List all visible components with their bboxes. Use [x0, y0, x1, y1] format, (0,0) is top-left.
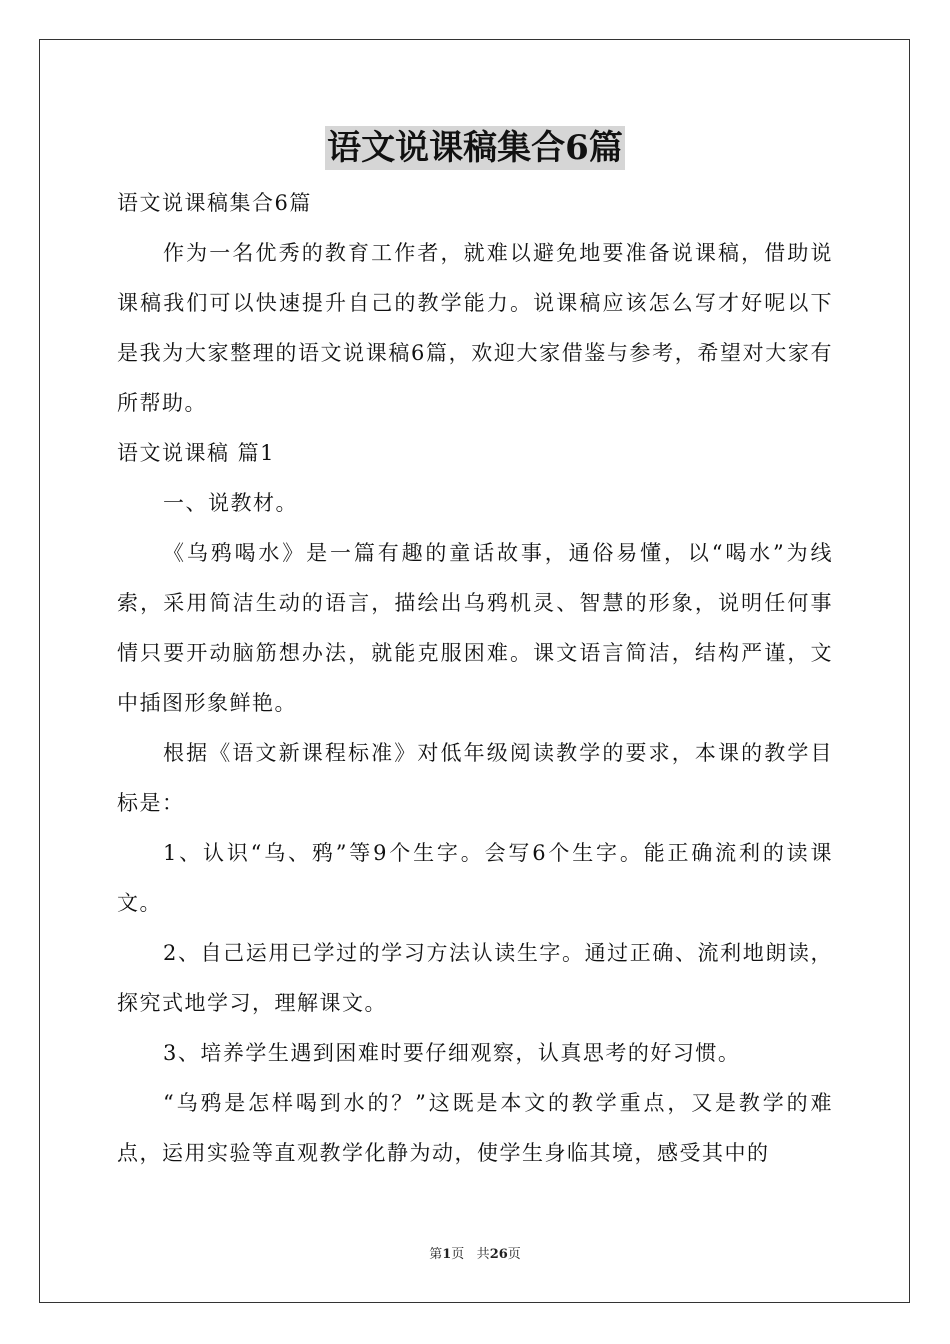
document-body — [117, 178, 833, 1178]
page-suffix: 页 — [451, 1247, 465, 1262]
title-wrap — [0, 126, 950, 170]
page-footer — [0, 1246, 950, 1264]
paragraph: 3、培养学生遇到困难时要仔细观察，认真思考的好习惯。 — [163, 1041, 741, 1065]
section-heading: 语文说课稿 篇1 — [117, 441, 276, 465]
paragraph: 语文说课稿集合6篇 — [117, 191, 312, 215]
paragraph: 《乌鸦喝水》是一篇有趣的童话故事，通俗易懂，以“喝水”为线索，采用简洁生动的语言，描绘出乌鸦机灵、智慧的形象，说明任何事情只要开动脑筋想办法，就能克服困难。课文语言简洁，结构严谨，文中插图形象鲜艳。 — [117, 541, 833, 715]
paragraph: 一、说教材。 — [163, 491, 298, 515]
page-current: 1 — [442, 1247, 452, 1262]
page-prefix: 第 — [429, 1247, 443, 1262]
paragraph: “乌鸦是怎样喝到水的？”这既是本文的教学重点，又是教学的难点，运用实验等直观教学化静为动，使学生身临其境，感受其中的 — [117, 1091, 833, 1165]
paragraph: 作为一名优秀的教育工作者，就难以避免地要准备说课稿，借助说课稿我们可以快速提升自己的教学能力。说课稿应该怎么写才好呢以下是我为大家整理的语文说课稿6篇，欢迎大家借鉴与参考，希望对大家有所帮助。 — [117, 241, 833, 415]
paragraph: 根据《语文新课程标准》对低年级阅读教学的要求，本课的教学目标是： — [117, 741, 833, 815]
paragraph: 2、自己运用已学过的学习方法认读生字。通过正确、流利地朗读，探究式地学习，理解课文。 — [117, 941, 833, 1015]
paragraph: 1、认识“乌、鸦”等9个生字。会写6个生字。能正确流利的读课文。 — [117, 841, 833, 915]
document-title: 语文说课稿集合6篇 — [327, 128, 623, 168]
page-total: 26 — [489, 1247, 508, 1262]
total-prefix: 共 — [476, 1247, 490, 1262]
total-suffix: 页 — [507, 1247, 521, 1262]
